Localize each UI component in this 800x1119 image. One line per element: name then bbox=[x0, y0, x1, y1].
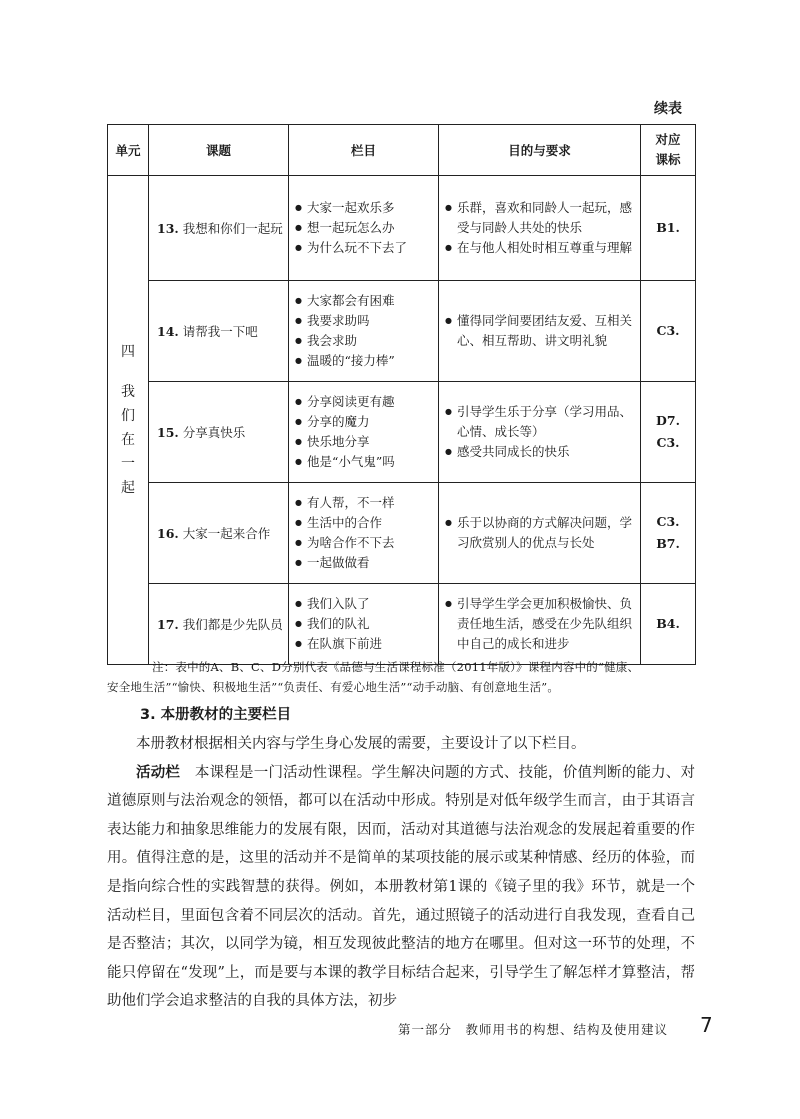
header-unit: 单元 bbox=[108, 125, 149, 176]
item-entry: ● 生活中的合作 bbox=[295, 513, 434, 533]
item-entry: ● 快乐地分享 bbox=[295, 432, 434, 452]
table-row bbox=[108, 483, 696, 584]
header-items: 栏目 bbox=[289, 125, 439, 176]
lesson-title: 我想和你们一起玩 bbox=[182, 221, 283, 236]
standard-cell bbox=[641, 281, 696, 382]
header-goals: 目的与要求 bbox=[439, 125, 641, 176]
item-entry: ● 大家一起欢乐多 bbox=[295, 198, 434, 218]
lesson-title: 请帮我一下吧 bbox=[182, 324, 258, 339]
goal-entry: ● 感受共同成长的快乐 bbox=[445, 442, 636, 462]
item-entry: ● 我会求助 bbox=[295, 331, 434, 351]
item-entry: ● 我们入队了 bbox=[295, 594, 434, 614]
item-entry: ● 为啥合作不下去 bbox=[295, 533, 434, 553]
table-header-row bbox=[108, 125, 696, 176]
header-standard-line: 课标 bbox=[655, 152, 681, 167]
items-cell bbox=[289, 176, 439, 281]
goals-cell bbox=[439, 584, 641, 665]
footer-text: 第一部分 教师用书的构想、结构及使用建议 bbox=[398, 1022, 669, 1037]
header-standard-line: 对应 bbox=[655, 132, 681, 147]
goals-cell bbox=[439, 483, 641, 584]
table-note bbox=[107, 657, 692, 697]
activity-term: 活动栏 bbox=[136, 764, 181, 781]
lesson-cell bbox=[149, 281, 289, 382]
standard-code: C3. bbox=[656, 435, 680, 450]
item-entry: ● 有人帮，不一样 bbox=[295, 493, 434, 513]
item-entry: ● 温暖的“接力棒” bbox=[295, 351, 434, 371]
goals-cell bbox=[439, 281, 641, 382]
goal-entry: ● 引导学生学会更加积极愉快、负责任地生活，感受在少先队组织中自己的成长和进步 bbox=[445, 594, 636, 654]
curriculum-table bbox=[107, 124, 696, 665]
unit-char: 们 bbox=[121, 408, 135, 424]
note-line-2: 安全地生活”“愉快、积极地生活”“负责任、有爱心地生活”“动手动脑、有创意地生活”。 bbox=[107, 680, 560, 694]
item-entry: ● 在队旗下前进 bbox=[295, 634, 434, 654]
items-cell bbox=[289, 281, 439, 382]
standard-code: B1. bbox=[656, 220, 680, 235]
items-cell bbox=[289, 382, 439, 483]
lesson-number: 17. bbox=[157, 617, 179, 632]
activity-paragraph bbox=[107, 759, 695, 1016]
item-entry: ● 他是“小气鬼”吗 bbox=[295, 452, 434, 472]
item-entry: ● 为什么玩不下去了 bbox=[295, 238, 434, 258]
standard-code: C3. bbox=[656, 323, 680, 338]
standard-code: B4. bbox=[656, 616, 680, 631]
goal-entry: ● 在与他人相处时相互尊重与理解 bbox=[445, 238, 636, 258]
activity-paragraph-text: 本课程是一门活动性课程。学生解决问题的方式、技能，价值判断的能力、对道德原则与法治观念的领悟，都可以在活动中形成。特别是对低年级学生而言，由于其语言表达能力和抽象思维能力的发展有限，因而，活动对其道德与法治观念的发展起着重要的作用。值得注意的是，这里的活动并不是简单的某项技能的展示或某种情感、经历的体验，而是指向综合性的实践智慧的获得。例如，本册教材第1课的《镜子里的我》环节，就是一个活动栏目，里面包含着不同层次的活动。首先，通过照镜子的活动进行自我发现，查看自己是否整洁；其次，以同学为镜，相互发现彼此整洁的地方在哪里。但对这一环节的处理，不能只停留在“发现”上，而是要与本课的教学目标结合起来，引导学生了解怎样才算整洁，帮助他们学会追求整洁的自我的具体方法，初步 bbox=[107, 764, 696, 1010]
item-entry: ● 分享的魔力 bbox=[295, 412, 434, 432]
header-standard bbox=[641, 125, 696, 176]
goal-entry: ● 乐于以协商的方式解决问题，学习欣赏别人的优点与长处 bbox=[445, 513, 636, 553]
lesson-cell bbox=[149, 483, 289, 584]
item-entry: ● 一起做做看 bbox=[295, 553, 434, 573]
lesson-number: 14. bbox=[157, 324, 179, 339]
continued-table-label: 续表 bbox=[654, 101, 682, 117]
table-row bbox=[108, 382, 696, 483]
page-number: 7 bbox=[700, 1013, 713, 1037]
unit-char: 在 bbox=[121, 432, 135, 448]
item-entry: ● 我们的队礼 bbox=[295, 614, 434, 634]
lesson-cell bbox=[149, 584, 289, 665]
goal-entry: ● 懂得同学间要团结友爱、互相关心、相互帮助、讲文明礼貌 bbox=[445, 311, 636, 351]
lesson-cell bbox=[149, 176, 289, 281]
items-cell bbox=[289, 483, 439, 584]
lesson-number: 15. bbox=[157, 425, 179, 440]
standard-code: D7. bbox=[656, 413, 680, 428]
unit-char: 四 bbox=[121, 344, 135, 360]
section-title: 3. 本册教材的主要栏目 bbox=[140, 707, 292, 723]
lesson-cell bbox=[149, 382, 289, 483]
goals-cell bbox=[439, 382, 641, 483]
header-lesson: 课题 bbox=[149, 125, 289, 176]
items-cell bbox=[289, 584, 439, 665]
goal-entry: ● 引导学生乐于分享（学习用品、心情、成长等） bbox=[445, 402, 636, 442]
lesson-title: 我们都是少先队员 bbox=[182, 617, 283, 632]
standard-cell bbox=[641, 584, 696, 665]
lesson-number: 16. bbox=[157, 526, 179, 541]
table-row bbox=[108, 281, 696, 382]
intro-paragraph: 本册教材根据相关内容与学生身心发展的需要，主要设计了以下栏目。 bbox=[136, 736, 586, 752]
unit-cell bbox=[108, 176, 149, 665]
standard-code: B7. bbox=[656, 536, 680, 551]
item-entry: ● 想一起玩怎么办 bbox=[295, 218, 434, 238]
unit-char: 我 bbox=[121, 384, 135, 400]
unit-char: 起 bbox=[121, 480, 135, 496]
standard-cell bbox=[641, 483, 696, 584]
standard-cell bbox=[641, 176, 696, 281]
item-entry: ● 大家都会有困难 bbox=[295, 291, 434, 311]
note-line-1: 注：表中的A、B、C、D分别代表《品德与生活课程标准（2011年版）》课程内容中的“健康、 bbox=[152, 660, 640, 674]
table-row bbox=[108, 584, 696, 665]
goal-entry: ● 乐群，喜欢和同龄人一起玩，感受与同龄人共处的快乐 bbox=[445, 198, 636, 238]
lesson-title: 大家一起来合作 bbox=[182, 526, 271, 541]
item-entry: ● 分享阅读更有趣 bbox=[295, 392, 434, 412]
body-text bbox=[107, 730, 695, 1016]
goals-cell bbox=[439, 176, 641, 281]
unit-char: 一 bbox=[121, 456, 135, 472]
item-entry: ● 我要求助吗 bbox=[295, 311, 434, 331]
standard-code: C3. bbox=[656, 514, 680, 529]
lesson-number: 13. bbox=[157, 221, 179, 236]
lesson-title: 分享真快乐 bbox=[182, 425, 246, 440]
table-row bbox=[108, 176, 696, 281]
standard-cell bbox=[641, 382, 696, 483]
